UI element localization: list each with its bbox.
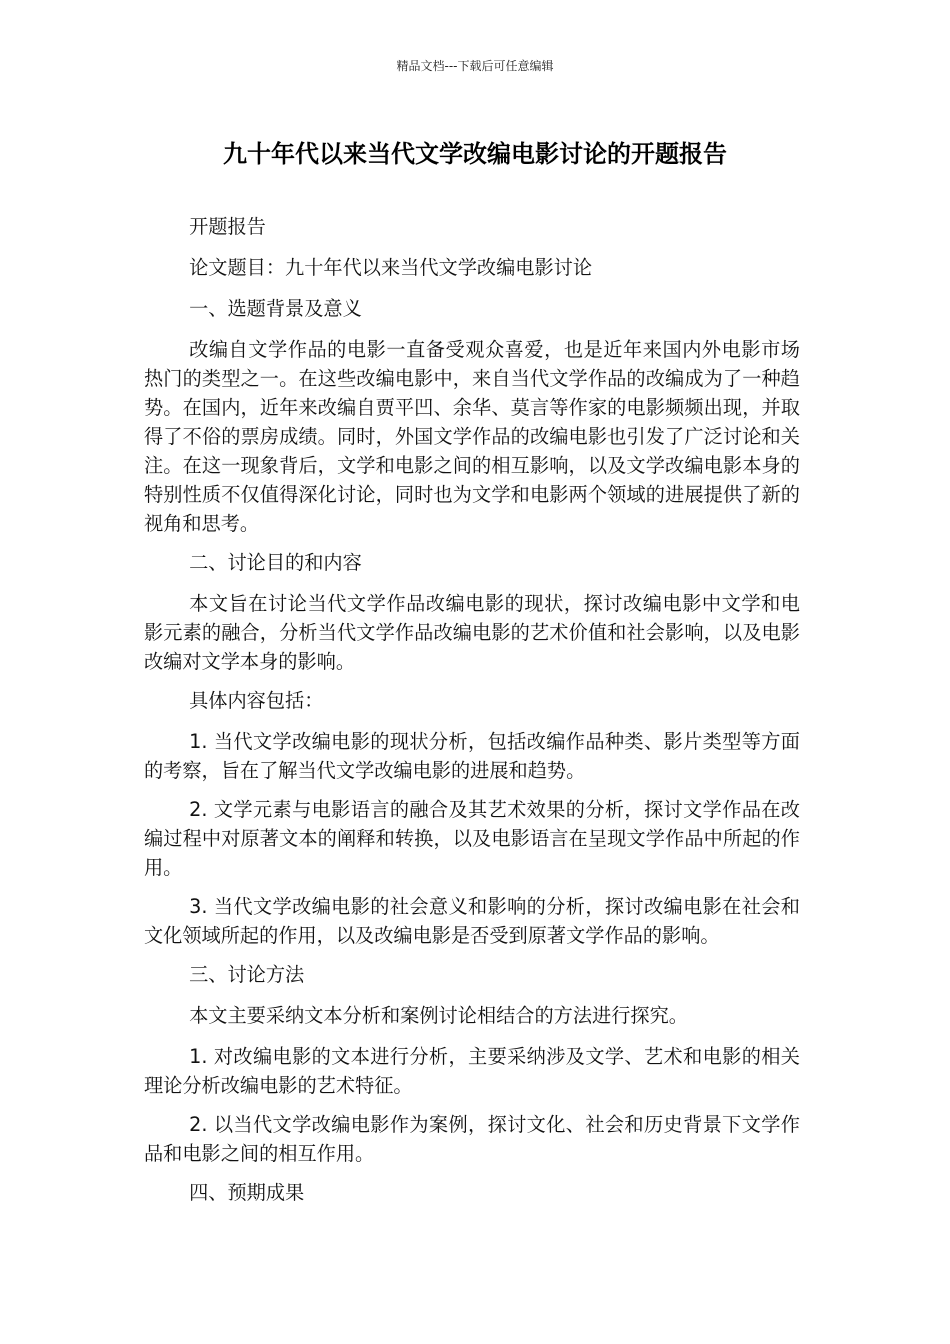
content-intro: 具体内容包括：	[189, 689, 324, 712]
method-item-1: 1. 对改编电影的文本进行分析，主要采纳涉及文学、艺术和电影的相关理论分析改编电影的艺术特征。	[144, 1045, 800, 1097]
purpose-paragraph: 本文旨在讨论当代文学作品改编电影的现状，探讨改编电影中文学和电影元素的融合，分析当代文学作品改编电影的艺术价值和社会影响，以及电影改编对文学本身的影响。	[144, 592, 800, 673]
section-heading-1: 一、选题背景及意义	[189, 297, 362, 320]
content-item-1: 1. 当代文学改编电影的现状分析，包括改编作品种类、影片类型等方面的考察，旨在了解当代文学改编电影的进展和趋势。	[144, 730, 800, 782]
section-label: 开题报告	[189, 215, 266, 238]
section-heading-3: 三、讨论方法	[189, 963, 305, 986]
content-item-2: 2. 文学元素与电影语言的融合及其艺术效果的分析，探讨文学作品在改编过程中对原著文本的阐释和转换，以及电影语言在呈现文学作品中所起的作用。	[144, 798, 800, 879]
method-item-2: 2. 以当代文学改编电影作为案例，探讨文化、社会和历史背景下文学作品和电影之间的相互作用。	[144, 1113, 800, 1165]
section-heading-2: 二、讨论目的和内容	[189, 551, 362, 574]
background-paragraph: 改编自文学作品的电影一直备受观众喜爱，也是近年来国内外电影市场热门的类型之一。在这些改编电影中，来自当代文学作品的改编成为了一种趋势。在国内，近年来改编自贾平凹、余华、莫言等作家的电影频频出现，并取得了不俗的票房成绩。同时，外国文学作品的改编电影也引发了广泛讨论和关注。在这一现象背后，文学和电影之间的相互影响，以及文学改编电影本身的特别性质不仅值得深化讨论，同时也为文学和电影两个领域的进展提供了新的视角和思考。	[144, 338, 800, 535]
header-note: 精品文档---下载后可任意编辑	[396, 59, 554, 73]
document-body	[144, 212, 800, 1219]
method-paragraph: 本文主要采纳文本分析和案例讨论相结合的方法进行探究。	[189, 1004, 688, 1027]
content-item-3: 3. 当代文学改编电影的社会意义和影响的分析，探讨改编电影在社会和文化领域所起的作用，以及改编电影是否受到原著文学作品的影响。	[144, 895, 800, 947]
document-title: 九十年代以来当代文学改编电影讨论的开题报告	[223, 140, 727, 168]
thesis-title-line: 论文题目：九十年代以来当代文学改编电影讨论	[189, 256, 593, 279]
section-heading-4: 四、预期成果	[189, 1181, 305, 1204]
